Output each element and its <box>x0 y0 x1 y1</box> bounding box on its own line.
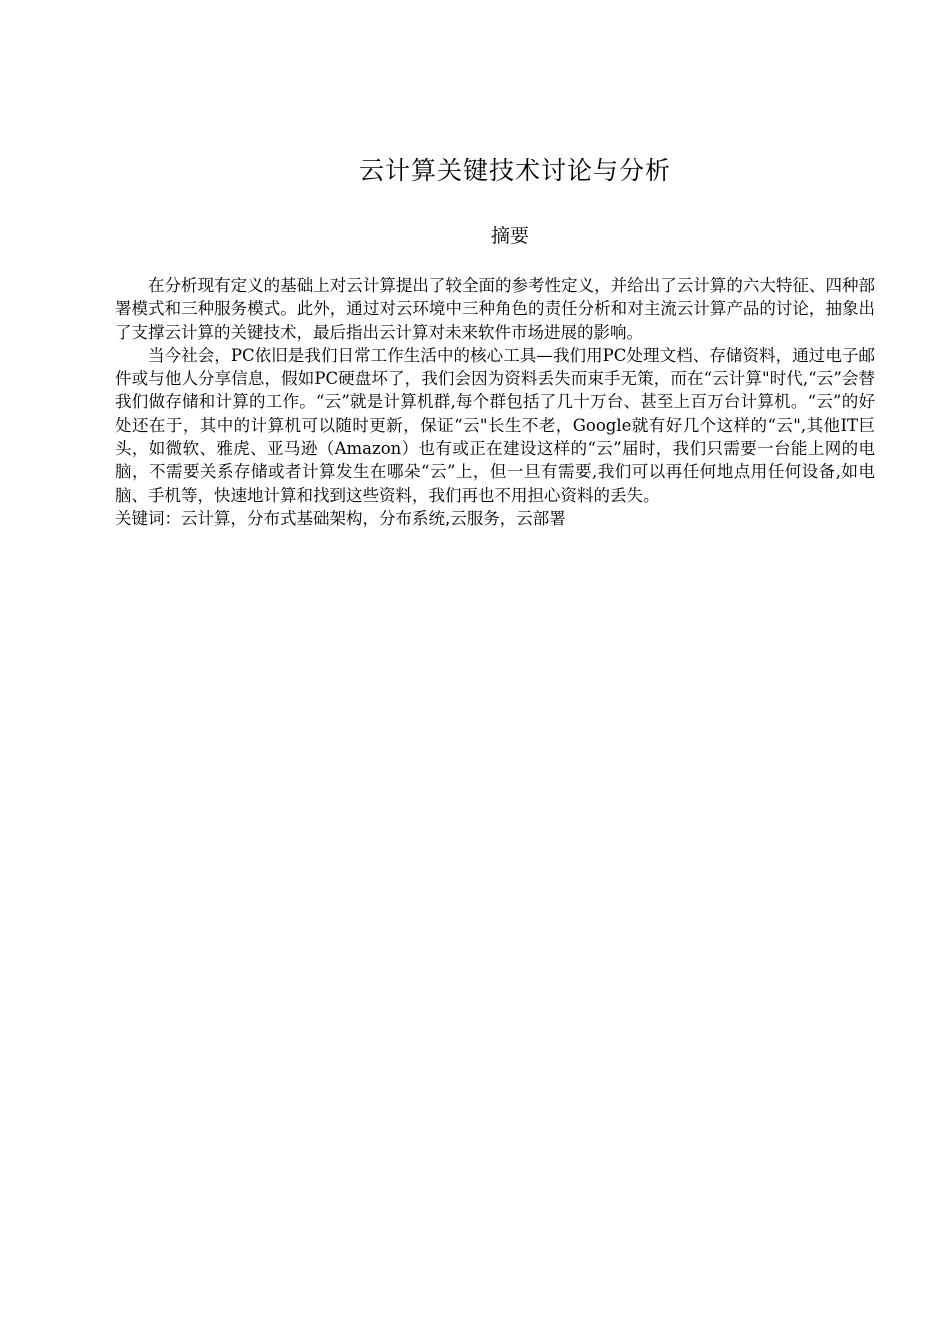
keywords-line: 关键词：云计算，分布式基础架构，分布系统,云服务，云部署 <box>115 508 566 528</box>
abstract-body <box>115 274 875 530</box>
abstract-paragraph-2: 当今社会，PC依旧是我们日常工作生活中的核心工具—我们用PC处理文档、存储资料，通过电子邮件或与他人分享信息，假如PC硬盘坏了，我们会因为资料丢失而束手无策，而在“云计算"时代,“云”会替我们做存储和计算的工作。“云”就是计算机群,每个群包括了几十万台、甚至上百万台计算机。“云”的好处还在于，其中的计算机可以随时更新，保证“云"长生不老，Google就有好几个这样的“云",其他IT巨头，如微软、雅虎、亚马逊（Amazon）也有或正在建设这样的“云”届时，我们只需要一台能上网的电脑，不需要关系存储或者计算发生在哪朵“云”上，但一旦有需要,我们可以再任何地点用任何设备,如电脑、手机等，快速地计算和找到这些资料，我们再也不用担心资料的丢失。 <box>115 345 875 505</box>
abstract-paragraph-1: 在分析现有定义的基础上对云计算提出了较全面的参考性定义，并给出了云计算的六大特征、四种部署模式和三种服务模式。此外，通过对云环境中三种角色的责任分析和对主流云计算产品的讨论，抽象出了支撑云计算的关键技术，最后指出云计算对未来软件市场进展的影响。 <box>115 276 875 342</box>
abstract-heading: 摘要 <box>490 225 529 247</box>
document-title: 云计算关键技术讨论与分析 <box>358 156 671 185</box>
